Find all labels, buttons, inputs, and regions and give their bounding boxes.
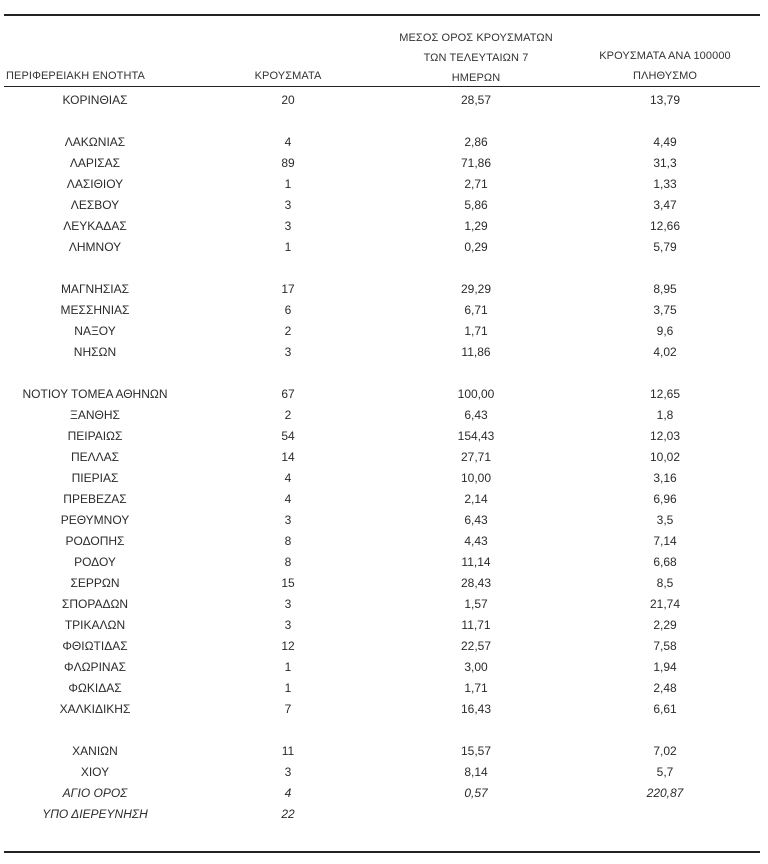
header-per-line-2: ΠΛΗΘΥΣΜΟ xyxy=(632,70,698,82)
cell-region: ΡΟΔΟΥ xyxy=(74,555,116,569)
table-row xyxy=(0,447,768,468)
header-region: ΠΕΡΙΦΕΡΕΙΑΚΗ ΕΝΟΤΗΤΑ xyxy=(6,70,145,82)
cell-region: ΜΑΓΝΗΣΙΑΣ xyxy=(60,282,130,296)
header-avg-line-1: ΜΕΣΟΣ ΟΡΟΣ ΚΡΟΥΣΜΑΤΩΝ xyxy=(399,32,553,44)
header-cases: ΚΡΟΥΣΜΑΤΑ xyxy=(254,70,322,82)
cell-avg: 28,57 xyxy=(460,93,492,107)
cell-region: ΥΠΟ ΔΙΕΡΕΥΝΗΣΗ xyxy=(42,807,148,821)
cell-per100k: 2,29 xyxy=(653,618,677,632)
cell-region: ΠΡΕΒΕΖΑΣ xyxy=(63,492,127,506)
cell-region: ΧΙΟΥ xyxy=(80,765,110,779)
cell-region: ΝΟΤΙΟΥ ΤΟΜΕΑ ΑΘΗΝΩΝ xyxy=(22,387,168,401)
cell-per100k: 31,3 xyxy=(653,156,677,170)
cell-region: ΚΟΡΙΝΘΙΑΣ xyxy=(62,93,128,107)
table-row xyxy=(0,468,768,489)
cell-cases: 67 xyxy=(281,387,295,401)
cell-per100k: 6,61 xyxy=(653,702,677,716)
table-row xyxy=(0,615,768,636)
cell-avg: 8,14 xyxy=(464,765,488,779)
cell-region: ΛΑΡΙΣΑΣ xyxy=(69,156,121,170)
cell-region: ΧΑΛΚΙΔΙΚΗΣ xyxy=(59,702,131,716)
cell-per100k: 5,7 xyxy=(656,765,674,779)
table-row xyxy=(0,699,768,720)
table-row xyxy=(0,573,768,594)
cell-region: ΠΕΙΡΑΙΩΣ xyxy=(67,429,123,443)
cell-avg: 6,43 xyxy=(464,513,488,527)
header-per-line-1: ΚΡΟΥΣΜΑΤΑ ΑΝΑ 100000 xyxy=(599,50,731,62)
cell-per100k: 8,5 xyxy=(656,576,674,590)
cell-per100k: 6,96 xyxy=(653,492,677,506)
cell-region: ΠΙΕΡΙΑΣ xyxy=(71,471,119,485)
table-row xyxy=(0,342,768,363)
cell-cases: 2 xyxy=(284,408,292,422)
cell-avg: 1,71 xyxy=(464,324,488,338)
cell-avg: 3,00 xyxy=(464,660,488,674)
cell-region: ΜΕΣΣΗΝΙΑΣ xyxy=(60,303,130,317)
table-row xyxy=(0,405,768,426)
cell-region: ΠΕΛΛΑΣ xyxy=(70,450,120,464)
cell-region: ΛΗΜΝΟΥ xyxy=(68,240,122,254)
cell-per100k: 3,5 xyxy=(656,513,674,527)
cell-region: ΛΕΣΒΟΥ xyxy=(70,198,120,212)
cell-per100k: 12,03 xyxy=(649,429,681,443)
table-row xyxy=(0,174,768,195)
cell-region: ΝΑΞΟΥ xyxy=(74,324,116,338)
cell-cases: 7 xyxy=(284,702,292,716)
cell-cases: 6 xyxy=(284,303,292,317)
cell-per100k: 7,58 xyxy=(653,639,677,653)
cell-avg: 5,86 xyxy=(464,198,488,212)
cell-per100k: 4,49 xyxy=(653,135,677,149)
cell-per100k: 9,6 xyxy=(656,324,674,338)
cell-region: ΦΩΚΙΔΑΣ xyxy=(68,681,122,695)
cell-avg: 28,43 xyxy=(460,576,492,590)
cell-cases: 54 xyxy=(281,429,295,443)
cell-region: ΛΑΣΙΘΙΟΥ xyxy=(66,177,124,191)
cell-cases: 14 xyxy=(281,450,295,464)
cell-cases: 3 xyxy=(284,198,292,212)
cell-avg: 2,71 xyxy=(464,177,488,191)
cell-avg: 6,71 xyxy=(464,303,488,317)
cell-avg: 1,29 xyxy=(464,219,488,233)
table-row xyxy=(0,510,768,531)
table-row xyxy=(0,321,768,342)
cell-per100k: 7,02 xyxy=(653,744,677,758)
cell-cases: 3 xyxy=(284,219,292,233)
cell-region: ΦΘΙΩΤΙΔΑΣ xyxy=(62,639,128,653)
table-row xyxy=(0,594,768,615)
cell-per100k: 13,79 xyxy=(649,93,681,107)
top-rule xyxy=(4,14,760,16)
cell-cases: 20 xyxy=(281,93,295,107)
header-avg-line-2: ΤΩΝ ΤΕΛΕΥΤΑΙΩΝ 7 xyxy=(423,52,529,64)
cell-per100k: 6,68 xyxy=(653,555,677,569)
cell-cases: 15 xyxy=(281,576,295,590)
header-rule xyxy=(4,86,760,87)
cell-avg: 16,43 xyxy=(460,702,492,716)
table-row xyxy=(0,216,768,237)
cell-per100k: 8,95 xyxy=(653,282,677,296)
cell-cases: 12 xyxy=(281,639,295,653)
cell-cases: 3 xyxy=(284,513,292,527)
cell-region: ΦΛΩΡΙΝΑΣ xyxy=(64,660,126,674)
cell-cases: 8 xyxy=(284,555,292,569)
cell-region: ΧΑΝΙΩΝ xyxy=(72,744,118,758)
cell-per100k: 12,65 xyxy=(649,387,681,401)
cell-region: ΤΡΙΚΑΛΩΝ xyxy=(64,618,126,632)
table-row xyxy=(0,237,768,258)
cell-per100k: 2,48 xyxy=(653,681,677,695)
cell-cases: 8 xyxy=(284,534,292,548)
cell-per100k: 10,02 xyxy=(649,450,681,464)
cell-avg: 10,00 xyxy=(460,471,492,485)
cell-cases: 2 xyxy=(284,324,292,338)
cell-cases: 1 xyxy=(284,177,292,191)
cell-region: ΡΕΘΥΜΝΟΥ xyxy=(60,513,130,527)
cell-cases: 3 xyxy=(284,765,292,779)
table-row xyxy=(0,552,768,573)
cell-per100k: 220,87 xyxy=(646,786,684,800)
cell-cases: 4 xyxy=(284,135,292,149)
cell-avg: 154,43 xyxy=(457,429,495,443)
cell-per100k: 1,94 xyxy=(653,660,677,674)
cell-per100k: 3,16 xyxy=(653,471,677,485)
cell-avg: 4,43 xyxy=(464,534,488,548)
cell-cases: 1 xyxy=(284,660,292,674)
bottom-rule xyxy=(4,851,760,853)
table-row xyxy=(0,90,768,111)
cell-avg: 22,57 xyxy=(460,639,492,653)
cell-per100k: 1,33 xyxy=(653,177,677,191)
table-row xyxy=(0,279,768,300)
cell-region: ΛΑΚΩΝΙΑΣ xyxy=(64,135,126,149)
table-row xyxy=(0,636,768,657)
table-row xyxy=(0,804,768,825)
table-row xyxy=(0,657,768,678)
cell-avg: 0,29 xyxy=(464,240,488,254)
cell-region: ΞΑΝΘΗΣ xyxy=(70,408,120,422)
table-row xyxy=(0,783,768,804)
table-row xyxy=(0,678,768,699)
header-seven-day-average xyxy=(376,28,576,88)
cell-cases: 1 xyxy=(284,681,292,695)
cell-cases: 3 xyxy=(284,618,292,632)
cell-per100k: 12,66 xyxy=(649,219,681,233)
cell-avg: 11,71 xyxy=(461,618,491,632)
cell-avg: 1,57 xyxy=(464,597,488,611)
cell-per100k: 5,79 xyxy=(653,240,677,254)
cell-region: ΛΕΥΚΑΔΑΣ xyxy=(63,219,127,233)
cell-avg: 11,86 xyxy=(461,345,491,359)
table-row xyxy=(0,426,768,447)
table-row xyxy=(0,741,768,762)
cell-per100k: 1,8 xyxy=(656,408,674,422)
cell-avg: 71,86 xyxy=(460,156,492,170)
cell-cases: 4 xyxy=(284,786,292,800)
cell-per100k: 3,47 xyxy=(653,198,677,212)
cell-cases: 3 xyxy=(284,345,292,359)
cell-cases: 3 xyxy=(284,597,292,611)
table-row xyxy=(0,531,768,552)
table-row xyxy=(0,384,768,405)
cell-cases: 4 xyxy=(284,492,292,506)
cell-region: ΣΕΡΡΩΝ xyxy=(70,576,120,590)
cell-avg: 6,43 xyxy=(464,408,488,422)
cell-avg: 29,29 xyxy=(460,282,492,296)
table-row xyxy=(0,132,768,153)
cell-cases: 22 xyxy=(281,807,295,821)
cell-region: ΝΗΣΩΝ xyxy=(73,345,117,359)
cell-per100k: 21,74 xyxy=(649,597,681,611)
table-row xyxy=(0,489,768,510)
cell-cases: 1 xyxy=(284,240,292,254)
cell-region: ΑΓΙΟ ΟΡΟΣ xyxy=(62,786,128,800)
cell-per100k: 7,14 xyxy=(653,534,677,548)
table-row xyxy=(0,300,768,321)
cell-per100k: 3,75 xyxy=(653,303,677,317)
header-cases-per-100k xyxy=(562,46,768,86)
cell-cases: 17 xyxy=(281,282,295,296)
cell-cases: 89 xyxy=(281,156,295,170)
cell-per100k: 4,02 xyxy=(653,345,677,359)
cell-region: ΣΠΟΡΑΔΩΝ xyxy=(61,597,129,611)
table-row xyxy=(0,153,768,174)
table-row xyxy=(0,762,768,783)
cell-avg: 100,00 xyxy=(457,387,495,401)
table-row xyxy=(0,195,768,216)
cell-avg: 2,86 xyxy=(464,135,488,149)
cell-avg: 15,57 xyxy=(460,744,492,758)
cell-avg: 11,14 xyxy=(461,555,491,569)
cell-avg: 1,71 xyxy=(464,681,488,695)
cell-avg: 27,71 xyxy=(460,450,492,464)
header-avg-line-3: ΗΜΕΡΩΝ xyxy=(451,72,501,84)
cell-cases: 4 xyxy=(284,471,292,485)
cell-cases: 11 xyxy=(281,744,295,758)
cell-avg: 0,57 xyxy=(464,786,488,800)
cell-avg: 2,14 xyxy=(464,492,488,506)
cell-region: ΡΟΔΟΠΗΣ xyxy=(65,534,125,548)
